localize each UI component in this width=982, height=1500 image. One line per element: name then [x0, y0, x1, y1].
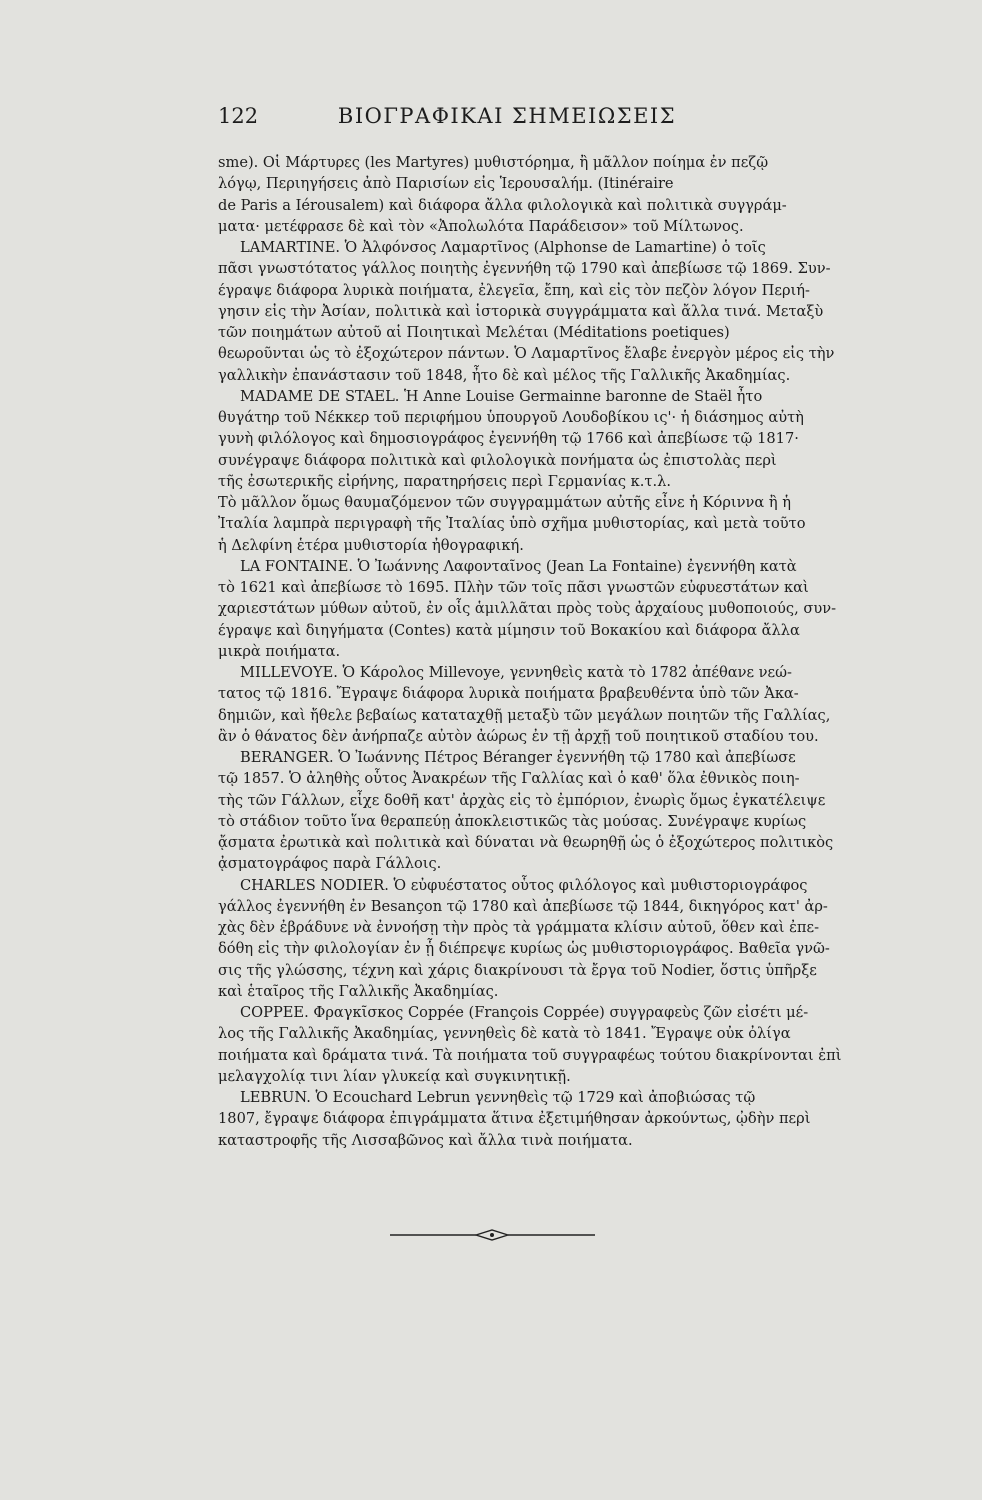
text-line: καὶ ἑταῖρος τῆς Γαλλικῆς Ἀκαδημίας.	[218, 982, 499, 1000]
entry-beranger: BERANGER. Ὁ Ἰωάννης Πέτρος Béranger ἐγεννήθη τῷ 1780 καὶ ἀπεβίωσε	[240, 749, 796, 766]
body-text	[218, 152, 842, 1151]
text-line: έγραψε καὶ διηγήματα (Contes) κατὰ μίμησιν τοῦ Βοκακίου καὶ διάφορα ἄλλα	[218, 621, 800, 639]
text-line: μικρὰ ποιήματα.	[218, 642, 341, 660]
text-line: ἂν ὁ θάνατος δὲν ἀνήρπαζε αὐτὸν ἀώρως ἐν τῇ ἀρχῇ τοῦ ποιητικοῦ σταδίου του.	[218, 727, 819, 745]
ornamental-rule-icon	[390, 1229, 595, 1241]
text-line: Ἰταλία λαμπρὰ περιγραφὴ τῆς Ἰταλίας ὑπὸ σχῆμα μυθιστορίας, καὶ μετὰ τοῦτο	[218, 515, 806, 533]
text-line: τὴς τῶν Γάλλων, εἶχε δοθῆ κατ' ἀρχὰς εἰς τὸ ἐμπόριον, ἐνωρὶς ὅμως ἐγκατέλειψε	[218, 791, 826, 809]
entry-millevoye: MILLEVOYE. Ὁ Κάρολος Millevoye, γεννηθεὶς κατὰ τὸ 1782 ἀπέθανε νεώ-	[240, 664, 792, 681]
text-line: θεωροῦνται ὡς τὸ ἐξοχώτερον πάντων. Ὁ Λαμαρτῖνος ἔλαβε ἐνεργὸν μέρος εἰς τὴν	[218, 345, 835, 363]
text-line: ᾄσματα ἐρωτικὰ καὶ πολιτικὰ καὶ δύναται νὰ θεωρηθῇ ὡς ὁ ἐξοχώτερος πολιτικὸς	[218, 834, 834, 851]
text-line: δημιῶν, καὶ ἤθελε βεβαίως καταταχθῇ μεταξὺ τῶν μεγάλων ποιητῶν τῆς Γαλλίας,	[218, 706, 831, 724]
text-line: μελαγχολίᾳ τινι λίαν γλυκείᾳ καὶ συγκινητικῇ.	[218, 1067, 571, 1085]
text-line: ἡ Δελφίνη ἑτέρα μυθιστορία ἠθογραφική.	[218, 536, 524, 554]
text-line: τῆς ἐσωτερικῆς εἰρήνης, παρατηρήσεις περὶ Γερμανίας κ.τ.λ.	[218, 472, 672, 490]
text-line: θυγάτηρ τοῦ Νέκκερ τοῦ περιφήμου ὑπουργοῦ Λουδοβίκου ις'· ἡ διάσημος αὐτὴ	[218, 409, 804, 426]
text-line: λος τῆς Γαλλικῆς Ἀκαδημίας, γεννηθεὶς δὲ κατὰ τὸ 1841. Ἔγραψε οὐκ ὀλίγα	[218, 1025, 791, 1043]
entry-stael: MADAME DE STAEL. Ἡ Anne Louise Germainne baronne de Staël ἦτο	[240, 387, 763, 405]
text-line: τατος τῷ 1816. Ἔγραψε διάφορα λυρικὰ ποιήματα βραβευθέντα ὑπὸ τῶν Ἀκα-	[218, 685, 799, 703]
text-line: de Paris a Iérousalem) καὶ διάφορα ἄλλα φιλολογικὰ καὶ πολιτικὰ συγγράμ-	[218, 196, 787, 214]
text-line: γαλλικὴν ἐπανάστασιν τοῦ 1848, ἦτο δὲ καὶ μέλος τῆς Γαλλικῆς Ἀκαδημίας.	[218, 366, 791, 384]
text-line: χὰς δὲν ἐβράδυνε νὰ ἐννοήσῃ τὴν πρὸς τὰ γράμματα κλίσιν αὐτοῦ, ὅθεν καὶ ἐπε-	[218, 919, 820, 936]
text-line: χαριεστάτων μύθων αὐτοῦ, ἐν οἷς ἁμιλλᾶται πρὸς τοὺς ἀρχαίους μυθοποιούς, συν-	[218, 600, 837, 618]
text-line: τὸ 1621 καὶ ἀπεβίωσε τὸ 1695. Πλὴν τῶν τοῖς πᾶσι γνωστῶν εὐφυεστάτων καὶ	[218, 579, 809, 596]
text-line: ᾀσματογράφος παρὰ Γάλλοις.	[218, 855, 442, 873]
entry-lebrun: LEBRUN. Ὁ Ecouchard Lebrun γεννηθεὶς τῷ 1729 καὶ ἀποβιώσας τῷ	[240, 1089, 756, 1106]
entry-nodier: CHARLES NODIER. Ὁ εὐφυέστατος οὗτος φιλόλογος καὶ μυθιστοριογράφος	[240, 876, 808, 894]
text-line: γυνὴ φιλόλογος καὶ δημοσιογράφος ἐγεννήθη τῷ 1766 καὶ ἀπεβίωσε τῷ 1817·	[218, 430, 799, 448]
text-line: τῷ 1857. Ὁ ἀληθὴς οὗτος Ἀνακρέων τῆς Γαλλίας καὶ ὁ καθ' ὅλα ἐθνικὸς ποιη-	[218, 770, 800, 788]
text-line: ματα· μετέφρασε δὲ καὶ τὸν «Ἀπολωλότα Παράδεισον» τοῦ Μίλτωνος.	[218, 217, 744, 235]
text-line: λόγῳ, Περιηγήσεις ἀπὸ Παρισίων εἰς Ἱερουσαλήμ. (Itinéraire	[218, 175, 674, 193]
text-line: καταστροφῆς τῆς Λισσαβῶνος καὶ ἄλλα τινὰ ποιήματα.	[218, 1131, 633, 1149]
text-line: γησιν εἰς τὴν Ἀσίαν, πολιτικὰ καὶ ἱστορικὰ συγγράμματα καὶ ἄλλα τινά. Μεταξὺ	[218, 302, 824, 320]
text-line: Τὸ μᾶλλον ὅμως θαυμαζόμενον τῶν συγγραμμάτων αὐτῆς εἶνε ἡ Κόριννα ἢ ἡ	[218, 494, 791, 511]
text-line: 1807, ἔγραψε διάφορα ἐπιγράμματα ἅτινα ἐξετιμήθησαν ἀρκούντως, ᾠδὴν περὶ	[218, 1110, 811, 1128]
text-line: έγραψε διάφορα λυρικὰ ποιήματα, ἐλεγεῖα, ἔπη, καὶ εἰς τὸν πεζὸν λόγον Περιή-	[218, 281, 810, 299]
page-number: 122	[218, 104, 259, 128]
text-line: sme). Οἱ Μάρτυρες (les Martyres) μυθιστόρημα, ἢ μᾶλλον ποίημα ἐν πεζῷ	[218, 154, 769, 171]
page-header	[218, 100, 766, 140]
entry-lamartine: LAMARTINE. Ὁ Ἀλφόνσος Λαμαρτῖνος (Alphonse de Lamartine) ὁ τοῖς	[240, 239, 766, 256]
text-line: συνέγραψε διάφορα πολιτικὰ καὶ φιλολογικὰ πονήματα ὡς ἐπιστολὰς περὶ	[218, 451, 777, 469]
text-line: τὸ στάδιον τοῦτο ἵνα θεραπεύῃ ἀποκλειστικῶς τὰς μούσας. Συνέγραψε κυρίως	[218, 812, 807, 830]
text-line: σις τῆς γλώσσης, τέχνη καὶ χάρις διακρίνουσι τὰ ἔργα τοῦ Nodier, ὅστις ὑπῆρξε	[218, 961, 817, 979]
running-title: ΒΙΟΓΡΑΦΙΚΑΙ ΣΗΜΕΙΩΣΕΙΣ	[337, 104, 677, 128]
text-line: τῶν ποιημάτων αὐτοῦ αἱ Ποιητικαὶ Μελέται (Méditations poetiques)	[218, 324, 730, 341]
text-line: δόθη εἰς τὴν φιλολογίαν ἐν ᾗ διέπρεψε κυρίως ὡς μυθιστοριογράφος. Βαθεῖα γνῶ-	[218, 940, 830, 958]
entry-la-fontaine: LA FONTAINE. Ὁ Ἰωάννης Λαφονταῖνος (Jean La Fontaine) ἐγεννήθη κατὰ	[240, 557, 797, 575]
text-line: γάλλος ἐγεννήθη ἐν Besançon τῷ 1780 καὶ ἀπεβίωσε τῷ 1844, δικηγόρος κατ' ἀρ-	[218, 897, 828, 915]
text-line: πᾶσι γνωστότατος γάλλος ποιητὴς ἐγεννήθη τῷ 1790 καὶ ἀπεβίωσε τῷ 1869. Συν-	[218, 260, 831, 278]
entry-coppee: COPPEE. Φραγκῖσκος Coppée (François Coppée) συγγραφεὺς ζῶν εἰσέτι μέ-	[240, 1004, 809, 1021]
text-line: ποιήματα καὶ δράματα τινά. Τὰ ποιήματα τοῦ συγγραφέως τούτου διακρίνονται ἐπὶ	[218, 1046, 842, 1064]
